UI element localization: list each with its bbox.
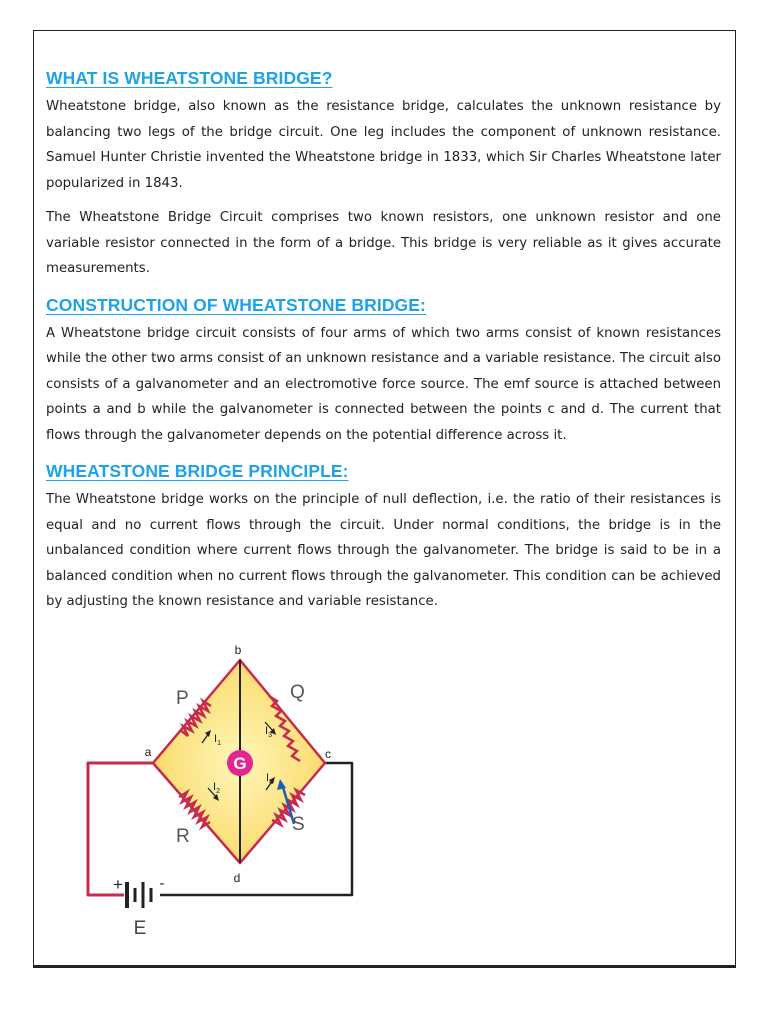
- resistor-r-label: R: [176, 826, 190, 847]
- paragraph-construction: A Wheatstone bridge circuit consists of four arms of which two arms consist of known resistances while the other two arms consist of an unknown resistance and a variable resistance. The circuit also consists of a galvanometer and an electromotive force source. The emf source is attached between points a and b while the galvanometer is connected between the points c and d. The current that flows through the galvanometer depends on the potential difference across it.: [46, 325, 721, 443]
- paragraph-circuit: The Wheatstone Bridge Circuit comprises two known resistors, one unknown resistor and one variable resistor connected in the form of a bridge. This bridge is very reliable as it gives accurate measurements.: [46, 210, 721, 276]
- node-a-label: a: [144, 745, 152, 759]
- section-heading-what-is: WHAT IS WHEATSTONE BRIDGE?: [46, 68, 333, 88]
- current-i2-label: $I_2$: [213, 781, 220, 795]
- node-c-label: c: [325, 747, 331, 761]
- resistor-s-label: S: [292, 814, 305, 835]
- paragraph-intro: Wheatstone bridge, also known as the resistance bridge, calculates the unknown resistance by balancing two legs of the bridge circuit. One leg includes the component of unknown resistance. Samuel Hunter Christie invented the Wheatstone bridge in 1833, which Sir Charles Wheatstone later popularized in 1843.: [46, 99, 721, 191]
- document-body: [46, 62, 721, 615]
- battery-plus-label: +: [113, 875, 123, 894]
- section-heading-principle: WHEATSTONE BRIDGE PRINCIPLE:: [46, 461, 349, 481]
- paragraph-principle: The Wheatstone bridge works on the principle of null deflection, i.e. the ratio of their resistances is equal and no current flows through the circuit. Under normal conditions, the bridge is in the unbalanced condition where current flows through the galvanometer. The bridge is said to be in a balanced condition when no current flows through the galvanometer. This condition can be achieved by adjusting the known resistance and variable resistance.: [46, 492, 721, 609]
- section-heading-construction: CONSTRUCTION OF WHEATSTONE BRIDGE:: [46, 294, 426, 315]
- resistor-q-label: Q: [290, 682, 305, 703]
- battery-icon: [127, 882, 151, 908]
- wheatstone-bridge-diagram: [80, 638, 370, 938]
- node-b-label: b: [234, 643, 242, 657]
- current-i3-label: $I_3$: [265, 725, 272, 739]
- node-d-label: d: [233, 871, 241, 885]
- current-i1-label: $I_1$: [214, 733, 221, 747]
- galvanometer-label: G: [233, 754, 247, 773]
- current-i4-label: $I_4$: [266, 772, 273, 786]
- battery-minus-label: -: [159, 875, 165, 892]
- battery-label: E: [133, 918, 147, 938]
- resistor-p-label: P: [176, 688, 189, 709]
